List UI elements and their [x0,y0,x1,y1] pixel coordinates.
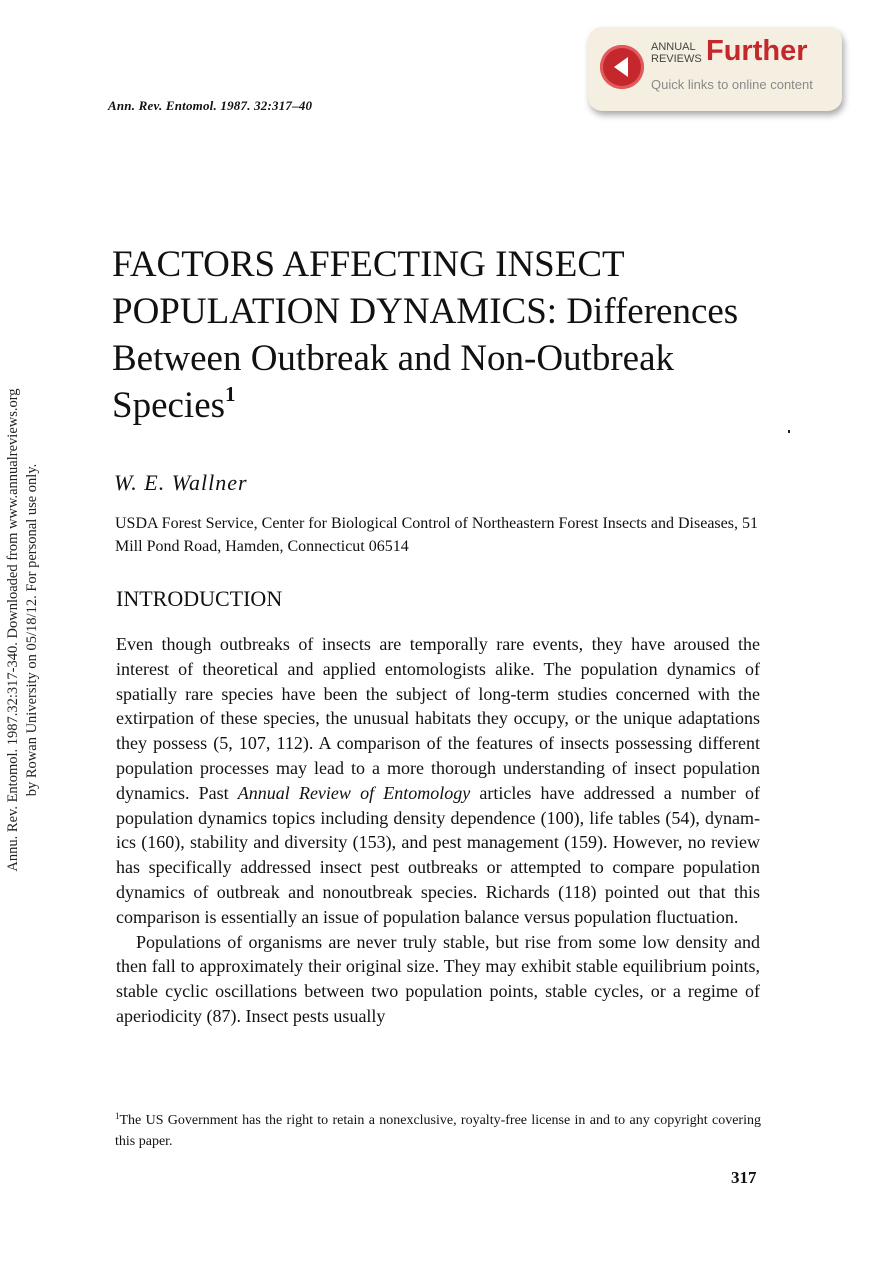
download-margin-note [4,350,42,910]
journal-name: Annual Review of Entomology [237,782,471,803]
footnote-text: The US Government has the right to retain a nonexclusive, royalty-free license in and to any copyright covering this paper. [115,1113,761,1149]
section-heading: INTRODUCTION [116,586,283,611]
paragraph-1 [116,632,760,930]
badge-reviews-label: REVIEWS [651,53,702,65]
article-title-text: FACTORS AFFECTING INSECT POPULATION DYNAMICS: Differences Between Outbreak and Non-Outbreak Species [112,244,739,426]
play-left-icon[interactable] [600,45,644,89]
footnote-mark: 1 [115,1111,120,1121]
paragraph-1-part1: Even though outbreaks of insects are temporally rare events, they have aroused the interest of theoretical and applied entomologists alike. The population dynamics of spatially rare species have been the subject of long-term studies concerned with the extirpation of these species, the unusual habitats they occupy, or the unique adaptations they possess (5, 107, 112). A comparison of the features of insects possessing different population processes may lead to a more thorough understanding of insect population dynamics. Past [116,634,760,803]
badge-annual-label: ANNUAL [651,41,696,53]
article-title [112,241,792,429]
body-text [116,632,760,1029]
journal-citation: Ann. Rev. Entomol. 1987. 32:317–40 [108,98,313,113]
author-affiliation: USDA Forest Service, Center for Biological Control of Northeastern Forest Insects and Diseases, 51 Mill Pond Road, Hamden, Connecticut 06514 [115,515,758,555]
paragraph-1-part2: articles have addressed a number of population dynamics topics including density dependence (100), life tables (54), dynamics (160), stability and diversity (153), and pest management (159). However, no review has specifically addressed insect pest outbreaks or attempted to compare population dynamics of outbreak and nonoutbreak species. Richards (118) pointed out that this comparison is essentially an issue of population balance versus population fluctuation. [116,782,760,927]
badge-further-label[interactable]: Further [706,35,808,67]
margin-note-line1: Annu. Rev. Entomol. 1987.32:317-340. Downloaded from www.annualreviews.org [5,388,21,872]
page-number: 317 [731,1168,757,1187]
title-footnote-mark: 1 [225,382,236,406]
badge-subtitle[interactable]: Quick links to online content [651,77,813,92]
paragraph-2: Populations of organisms are never truly stable, but rise from some low density and then fall to approximately their original size. They may exhibit stable equilibrium points, stable cyclic oscillations between two population points, stable cycles, or a regime of aperiodicity (87). Insect pests usually [116,931,760,1026]
further-links-badge[interactable] [588,27,842,111]
scan-speck [788,430,790,433]
author-name: W. E. Wallner [114,470,248,495]
footnote [115,1110,761,1152]
margin-note-line2: by Rowan University on 05/18/12. For personal use only. [24,463,40,797]
